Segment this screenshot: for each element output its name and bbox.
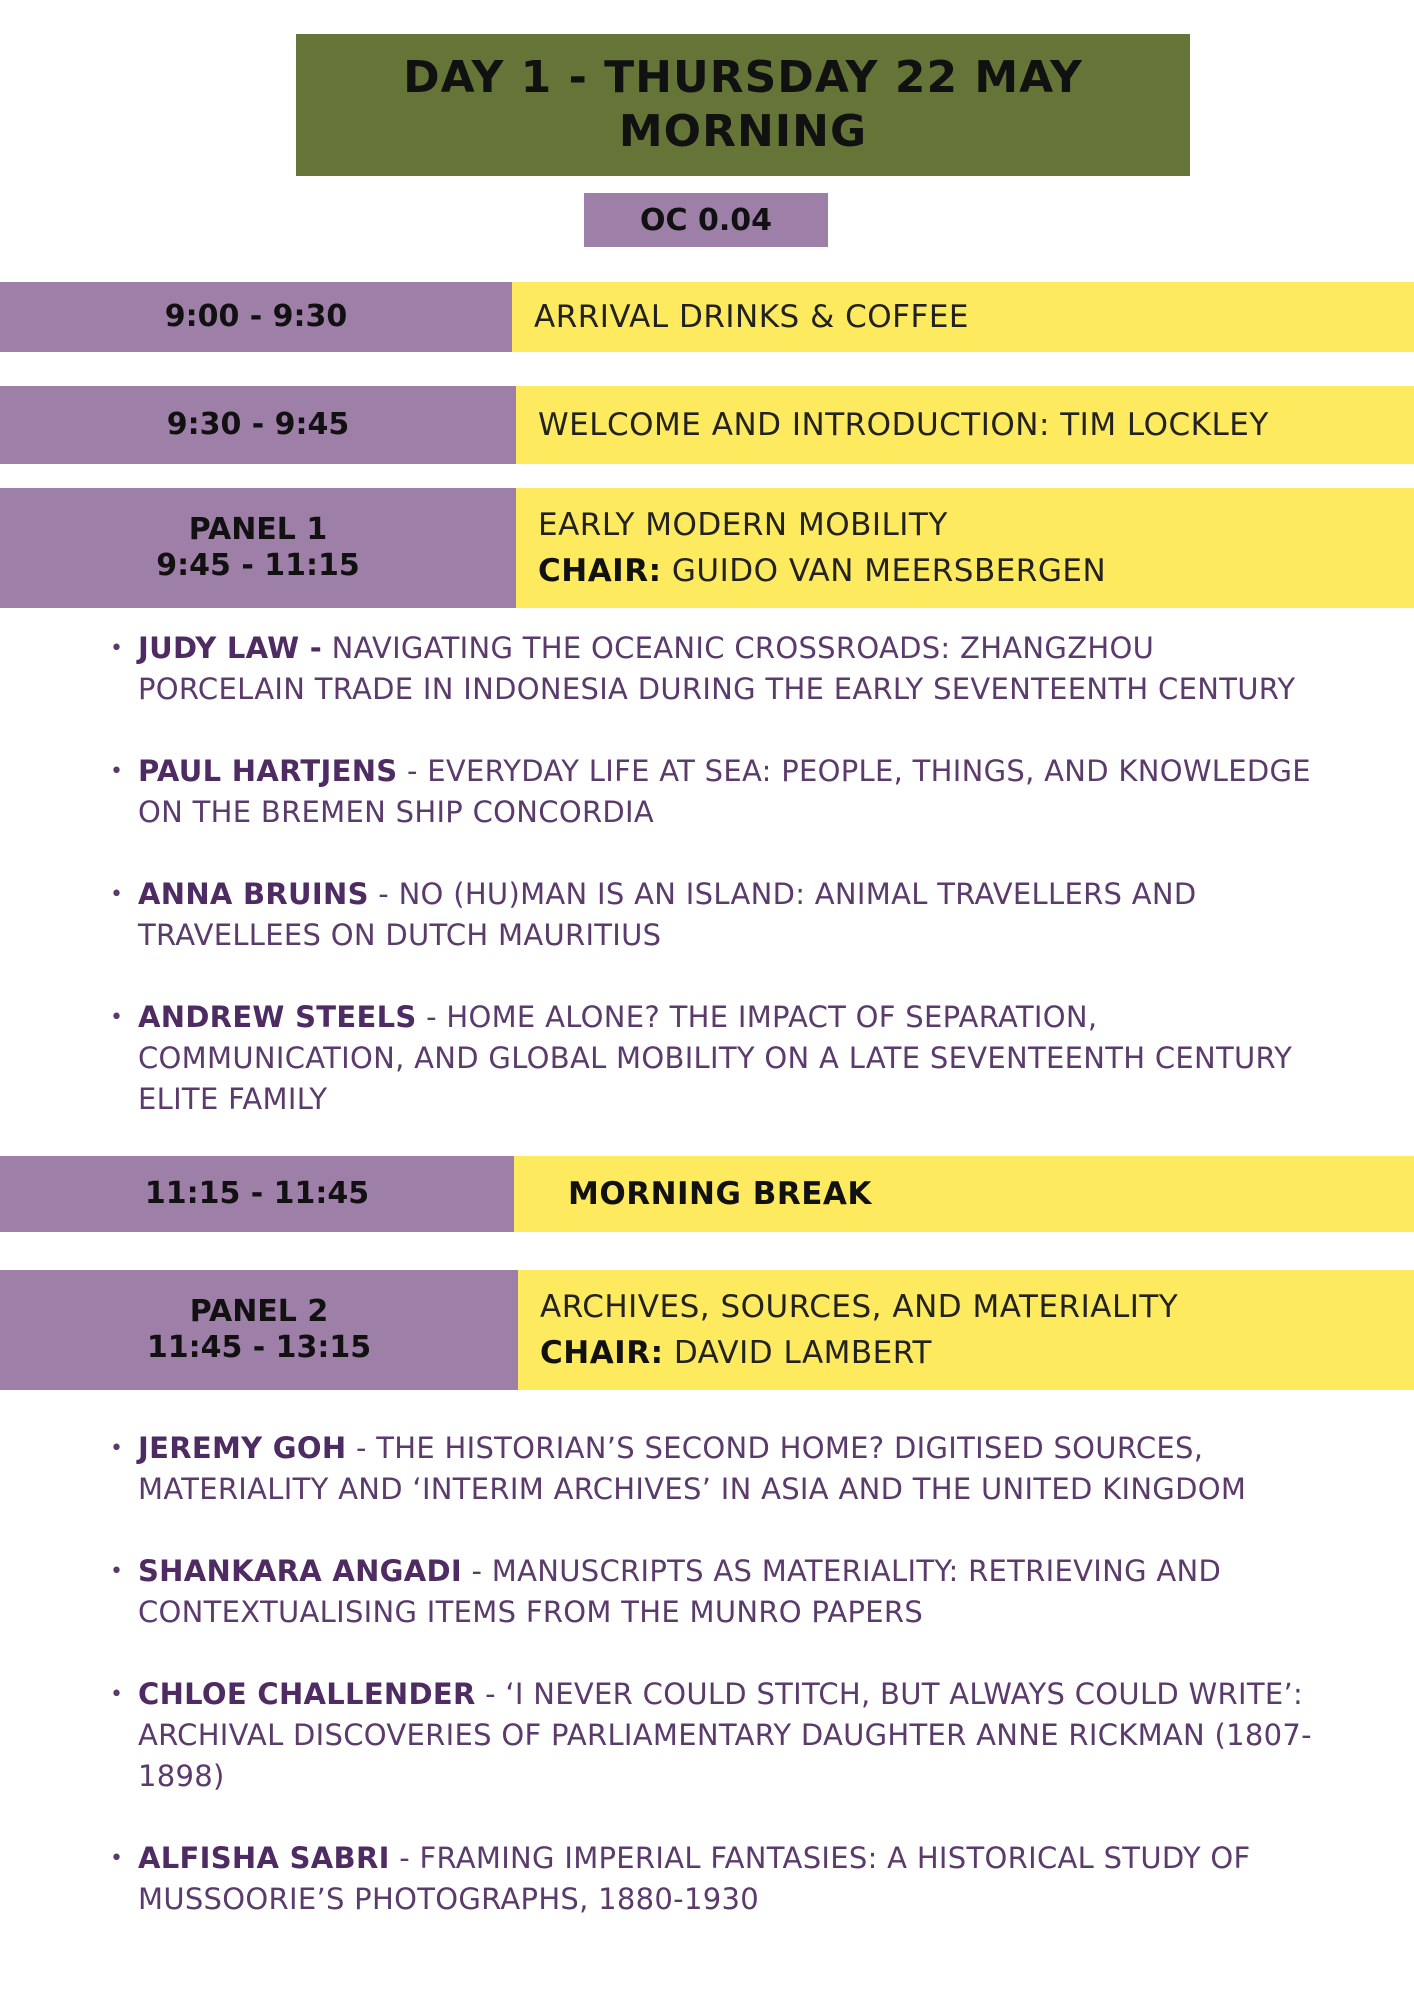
panel-time xyxy=(0,488,516,608)
talk-title: NAVIGATING THE OCEANIC CROSSROADS: ZHANGZHOU PORCELAIN TRADE IN INDONESIA DURING THE EARLY SEVENTEENTH CENTURY xyxy=(138,631,1296,706)
talk-speaker: CHLOE CHALLENDER xyxy=(138,1677,476,1711)
session-row-panel1 xyxy=(0,488,1414,608)
talk-speaker: PAUL HARTJENS xyxy=(138,754,398,788)
list-item xyxy=(102,874,1322,956)
session-time-text: 9:30 - 9:45 xyxy=(166,407,350,442)
session-title-text: WELCOME AND INTRODUCTION: TIM LOCKLEY xyxy=(538,407,1269,443)
talk-title: - HOME ALONE? THE IMPACT OF SEPARATION, COMMUNICATION, AND GLOBAL MOBILITY ON A LATE SEVENTEENTH CENTURY ELITE FAMILY xyxy=(138,1000,1293,1116)
bullet-icon: • xyxy=(110,759,124,784)
list-item xyxy=(102,751,1322,833)
panel1-talk-list xyxy=(102,628,1322,1120)
session-time xyxy=(0,282,512,352)
talk-title: - EVERYDAY LIFE AT SEA: PEOPLE, THINGS, AND KNOWLEDGE ON THE BREMEN SHIP CONCORDIA xyxy=(138,754,1311,829)
session-title xyxy=(514,1156,1414,1232)
panel-time xyxy=(0,1270,518,1390)
talk-title: - MANUSCRIPTS AS MATERIALITY: RETRIEVING AND CONTEXTUALISING ITEMS FROM THE MUNRO PAPERS xyxy=(138,1554,1222,1629)
day-header-title: DAY 1 - THURSDAY 22 MAY xyxy=(403,52,1083,103)
list-item xyxy=(102,1551,1322,1633)
session-title xyxy=(512,282,1414,352)
bullet-icon: • xyxy=(110,882,124,907)
talk-title: - THE HISTORIAN’S SECOND HOME? DIGITISED SOURCES, MATERIALITY AND ‘INTERIM ARCHIVES’ IN ASIA AND THE UNITED KINGDOM xyxy=(138,1431,1247,1506)
room-badge: OC 0.04 xyxy=(584,193,828,247)
talk-speaker: JUDY LAW - xyxy=(138,631,323,665)
session-title-text: MORNING BREAK xyxy=(568,1176,872,1212)
bullet-icon: • xyxy=(110,1005,124,1030)
chair-label: CHAIR: xyxy=(538,553,662,589)
panel-info xyxy=(516,488,1414,608)
list-item xyxy=(102,997,1322,1120)
panel-label: PANEL 2 xyxy=(189,1294,329,1329)
panel-time-text: 11:45 - 13:15 xyxy=(146,1330,372,1365)
session-time-text: 9:00 - 9:30 xyxy=(164,299,348,334)
chair-name: GUIDO VAN MEERSBERGEN xyxy=(661,553,1107,589)
list-item xyxy=(102,1838,1322,1920)
talk-title: - NO (HU)MAN IS AN ISLAND: ANIMAL TRAVELLERS AND TRAVELLEES ON DUTCH MAURITIUS xyxy=(138,877,1197,952)
bullet-icon: • xyxy=(110,1682,124,1707)
talk-speaker: ANNA BRUINS xyxy=(138,877,369,911)
panel-title: EARLY MODERN MOBILITY xyxy=(538,507,948,543)
bullet-icon: • xyxy=(110,1846,124,1871)
panel-time-text: 9:45 - 11:15 xyxy=(156,548,360,583)
bullet-icon: • xyxy=(110,636,124,661)
session-title-text: ARRIVAL DRINKS & COFFEE xyxy=(534,299,969,335)
chair-name: DAVID LAMBERT xyxy=(663,1335,932,1371)
talk-title: - ‘I NEVER COULD STITCH, BUT ALWAYS COULD WRITE’: ARCHIVAL DISCOVERIES OF PARLIAMENTARY DAUGHTER ANNE RICKMAN (1807-1898) xyxy=(138,1677,1312,1793)
panel2-talk-list xyxy=(102,1428,1322,1920)
bullet-icon: • xyxy=(110,1559,124,1584)
session-row-break xyxy=(0,1156,1414,1232)
panel-title: ARCHIVES, SOURCES, AND MATERIALITY xyxy=(540,1289,1179,1325)
talk-speaker: ALFISHA SABRI xyxy=(138,1841,390,1875)
chair-label: CHAIR: xyxy=(540,1335,664,1371)
panel-label: PANEL 1 xyxy=(188,512,328,547)
session-time xyxy=(0,386,516,464)
session-title xyxy=(516,386,1414,464)
session-time xyxy=(0,1156,514,1232)
list-item xyxy=(102,1674,1322,1797)
day-header xyxy=(296,34,1190,176)
day-header-subtitle: MORNING xyxy=(618,106,868,157)
talk-speaker: JEREMY GOH xyxy=(138,1431,347,1465)
list-item xyxy=(102,628,1322,710)
session-time-text: 11:15 - 11:45 xyxy=(144,1176,370,1211)
bullet-icon: • xyxy=(110,1436,124,1461)
talk-speaker: ANDREW STEELS xyxy=(138,1000,417,1034)
panel-chair xyxy=(538,548,1414,594)
panel-info xyxy=(518,1270,1414,1390)
talk-title: - FRAMING IMPERIAL FANTASIES: A HISTORICAL STUDY OF MUSSOORIE’S PHOTOGRAPHS, 1880-1930 xyxy=(138,1841,1251,1916)
session-row-panel2 xyxy=(0,1270,1414,1390)
session-row-arrival xyxy=(0,282,1414,352)
session-row-welcome xyxy=(0,386,1414,464)
list-item xyxy=(102,1428,1322,1510)
talk-speaker: SHANKARA ANGADI xyxy=(138,1554,462,1588)
panel-chair xyxy=(540,1330,1414,1376)
